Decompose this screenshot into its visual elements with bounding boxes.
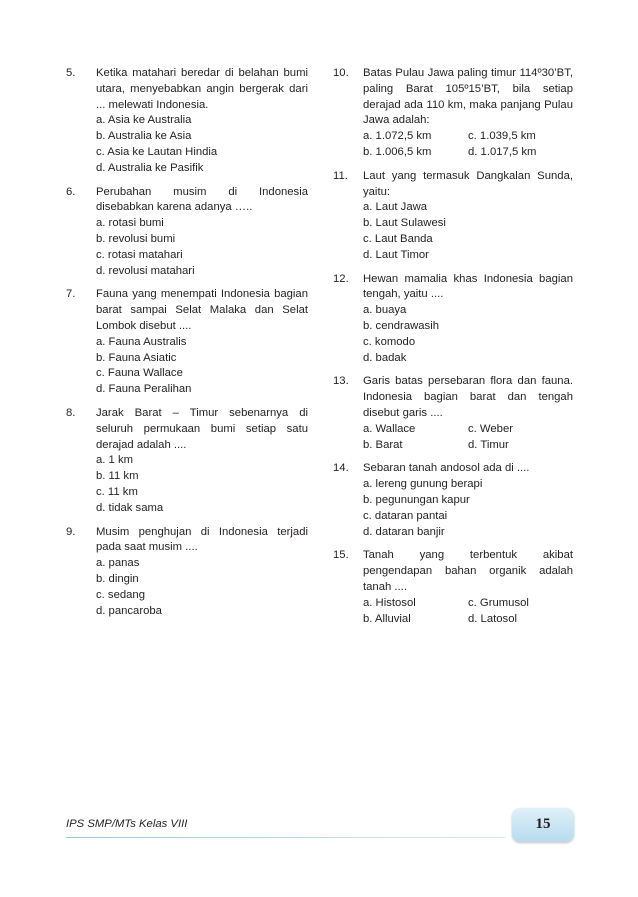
question-item	[333, 169, 573, 264]
question-item	[333, 548, 573, 627]
answer-option: b. Alluvial	[363, 612, 411, 625]
answer-option: b. Barat	[363, 438, 403, 451]
answer-option-row	[363, 612, 573, 628]
question-text: Perubahan musim di Indonesia disebabkan karena adanya …..	[96, 185, 308, 214]
question-text: Laut yang termasuk Dangkalan Sunda, yaitu:	[363, 169, 573, 198]
question-text: Sebaran tanah andosol ada di ....	[363, 462, 530, 475]
question-text: Fauna yang menempati Indonesia bagian barat sampai Selat Malaka dan Selat Lombok disebut ....	[96, 288, 308, 332]
answer-option: c. Laut Banda	[363, 232, 433, 245]
question-number: 6.	[66, 185, 76, 198]
left-column	[66, 66, 308, 627]
question-number: 14.	[333, 462, 349, 475]
question-number: 5.	[66, 67, 76, 79]
question-number: 9.	[66, 525, 76, 538]
answer-option: a. 1 km	[96, 454, 134, 467]
answer-option: c. 11 km	[96, 485, 138, 498]
answer-option: a. rotasi bumi	[96, 217, 164, 230]
answer-option: c. 1.039,5 km	[468, 130, 536, 143]
answer-option: c. sedang	[96, 588, 145, 601]
answer-option: d. tidak sama	[96, 501, 164, 514]
answer-option-row	[363, 422, 573, 438]
question-text: Musim penghujan di Indonesia terjadi pada saat musim ....	[96, 525, 308, 554]
answer-option: c. Grumusol	[468, 596, 529, 609]
answer-option-row	[363, 145, 573, 161]
answer-option: d. Latosol	[468, 612, 517, 625]
answer-option: a. buaya	[363, 304, 407, 317]
right-column	[333, 66, 573, 635]
question-number: 8.	[66, 406, 76, 419]
answer-option: c. Weber	[468, 422, 513, 435]
answer-option: c. Asia ke Lautan Hindia	[96, 145, 218, 158]
answer-option: a. Fauna Australis	[96, 335, 187, 348]
question-text: Jarak Barat – Timur sebenarnya di seluruh permukaan bumi setiap satu derajad adalah ....	[96, 406, 308, 451]
answer-option: b. Laut Sulawesi	[363, 217, 446, 230]
question-number: 7.	[66, 288, 76, 301]
question-item	[66, 525, 308, 620]
book-title: IPS SMP/MTs Kelas VIII	[66, 818, 188, 830]
answer-option: d. Fauna Peralihan	[96, 383, 192, 396]
answer-option: d. 1.017,5 km	[468, 145, 537, 158]
question-item	[66, 287, 308, 398]
answer-option-row	[363, 596, 573, 612]
question-item	[66, 66, 308, 177]
question-text: Tanah yang terbentuk akibat pengendapan bahan organik adalah tanah ....	[363, 549, 573, 593]
answer-option: d. dataran banjir	[363, 525, 445, 538]
answer-option: c. rotasi matahari	[96, 248, 183, 261]
question-item	[333, 272, 573, 367]
question-item	[333, 374, 573, 453]
answer-option: a. Laut Jawa	[363, 201, 428, 214]
question-item	[66, 185, 308, 280]
question-number: 12.	[333, 272, 349, 285]
page-number: 15	[535, 816, 551, 833]
answer-option: a. lereng gunung berapi	[363, 478, 483, 491]
answer-option: d. revolusi matahari	[96, 264, 195, 277]
answer-option: a. Asia ke Australia	[96, 114, 192, 127]
answer-option: b. Australia ke Asia	[96, 130, 192, 143]
question-number: 15.	[333, 549, 349, 562]
answer-option: d. badak	[363, 351, 407, 364]
answer-option: a. 1.072,5 km	[363, 130, 432, 143]
answer-option: a. Histosol	[363, 596, 416, 609]
question-item	[66, 406, 308, 517]
question-item	[333, 66, 573, 161]
question-number: 13.	[333, 375, 349, 388]
answer-option: b. dingin	[96, 572, 139, 585]
answer-option: b. Fauna Asiatic	[96, 351, 177, 364]
footer-divider	[66, 837, 506, 838]
question-text: Batas Pulau Jawa paling timur 114º30’BT, paling Barat 105º15’BT, bila setiap derajad ada 110 km, maka panjang Pulau Jawa adalah:	[363, 67, 573, 127]
answer-option: a. Wallace	[363, 422, 416, 435]
answer-option: c. Fauna Wallace	[96, 367, 183, 380]
answer-option: b. cendrawasih	[363, 319, 439, 332]
answer-option-row	[363, 438, 573, 454]
answer-option: b. pegunungan kapur	[363, 493, 470, 506]
question-text: Garis batas persebaran flora dan fauna. Indonesia bagian barat dan tengah disebut garis ....	[363, 375, 573, 419]
answer-option-row	[363, 129, 573, 145]
answer-option: d. Australia ke Pasifik	[96, 161, 204, 174]
page-number-badge	[512, 808, 574, 842]
answer-option: c. komodo	[363, 335, 416, 348]
answer-option: b. 1.006,5 km	[363, 145, 432, 158]
question-item	[333, 461, 573, 540]
answer-option: d. pancaroba	[96, 604, 162, 617]
answer-option: a. panas	[96, 557, 140, 570]
question-text: Ketika matahari beredar di belahan bumi utara, menyebabkan angin bergerak dari ... melewati Indonesia.	[96, 67, 308, 111]
question-number: 11.	[333, 169, 348, 182]
answer-option: d. Timur	[468, 438, 509, 451]
answer-option: d. Laut Timor	[363, 248, 429, 261]
answer-option: b. revolusi bumi	[96, 232, 176, 245]
question-text: Hewan mamalia khas Indonesia bagian tengah, yaitu ....	[363, 272, 573, 301]
question-number: 10.	[333, 67, 349, 79]
answer-option: b. 11 km	[96, 470, 139, 483]
answer-option: c. dataran pantai	[363, 509, 448, 522]
